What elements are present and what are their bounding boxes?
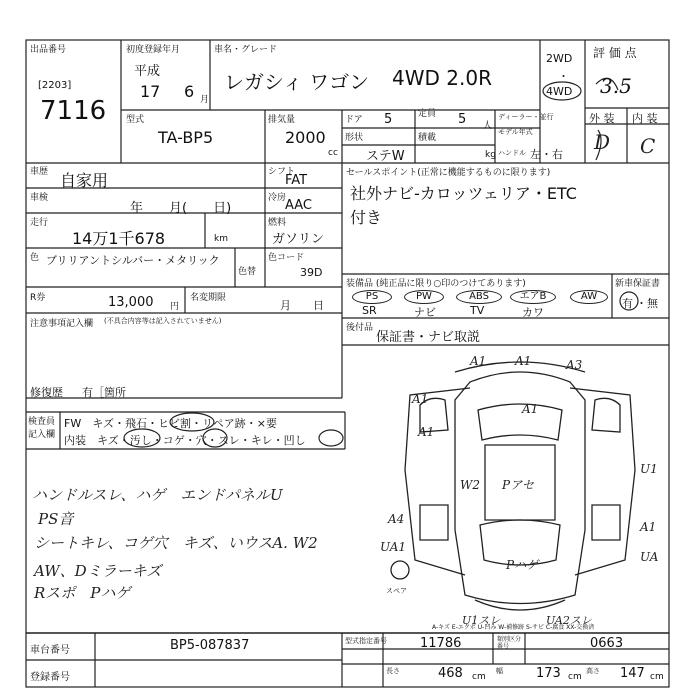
car-grade: 4WD 2.0R: [392, 66, 492, 90]
exterior-check-row: FW キズ・飛石・ヒビ割・リペア跡・×要: [64, 417, 277, 430]
capacity: 5: [458, 112, 467, 127]
mark-hood: A1: [522, 402, 539, 416]
mark-tailgate: Pハゲ: [506, 558, 539, 572]
body-type: ステW: [366, 149, 405, 164]
ac-type: AAC: [285, 198, 312, 213]
width-label: 幅: [496, 667, 503, 675]
mark-right-door: U1: [640, 462, 658, 476]
load-unit: kg: [485, 150, 496, 160]
equip-airbag: エアB: [510, 290, 556, 304]
shift-label: シフト: [268, 167, 296, 177]
interior-label: 内 装: [632, 112, 658, 125]
lot-prefix: [2203]: [38, 80, 72, 91]
mark-roof: Pアセ: [502, 478, 534, 492]
displacement: 2000: [285, 128, 326, 147]
dealer-label: ディーラー・並行: [498, 113, 554, 121]
fuel-type: ガソリン: [272, 232, 325, 247]
mark-right-rear: A1: [640, 520, 657, 534]
registration-label: 登録番号: [30, 672, 70, 683]
equip-leather: カワ: [522, 306, 544, 319]
mileage-label: 走行: [30, 218, 49, 228]
inspection-date: 年 月( 日): [130, 201, 232, 216]
mark-left-door: A1: [418, 425, 435, 439]
drive-separator: ・: [558, 70, 569, 83]
length-unit: cm: [472, 672, 486, 682]
capacity-label: 定員: [418, 109, 437, 119]
height-unit: cm: [650, 672, 664, 682]
repair-history: 有［箇所: [82, 386, 126, 399]
interior-check-row: 内装 キズ・汚し・コゲ・穴・スレ・キレ・凹し: [64, 434, 306, 447]
recycle-label: R券: [30, 293, 46, 303]
use-type: 自家用: [60, 171, 109, 190]
color-no-label: 色替: [238, 267, 257, 277]
length-value: 468: [438, 666, 463, 681]
doors: 5: [384, 112, 393, 127]
note-sub: (不具合内容等は記入されていません): [104, 317, 222, 325]
name-change-date: 月 日: [280, 299, 324, 312]
month-unit: 月: [200, 95, 210, 105]
mark-rear-bumper-left: U1スレ: [462, 614, 501, 627]
repair-label: 修復歴: [30, 386, 63, 399]
new-car-warranty-label: 新車保証書: [615, 279, 661, 289]
exterior-grade: D: [594, 130, 611, 154]
model-year-label: モデル年式: [498, 128, 533, 136]
cert-number: 11786: [420, 636, 462, 651]
class-number: 0663: [590, 636, 624, 651]
note-label: 注意事項記入欄: [30, 319, 94, 329]
warranty-no: ・無: [636, 297, 658, 310]
equip-aw: AW: [570, 290, 608, 304]
model-code: TA-BP5: [158, 128, 214, 147]
inspection-label: 車検: [30, 193, 49, 203]
mileage-unit: km: [214, 234, 228, 244]
aftermarket-label: 後付品: [346, 323, 374, 333]
rating-label: 評 価 点: [593, 46, 637, 60]
aftermarket-items: 保証書・ナビ取説: [376, 330, 481, 345]
color-label: 色: [30, 253, 40, 263]
name-grade-label: 車名・グレード: [214, 45, 278, 55]
handle-side: 左・右: [530, 148, 563, 161]
mark-left-quarter: UA1: [380, 540, 407, 554]
height-value: 147: [620, 666, 645, 681]
sales-point-line1: 社外ナビ-カロッツェリア・ETC: [350, 184, 577, 203]
displacement-unit: cc: [328, 148, 338, 158]
sales-point-label: セールスポイント(正常に機能するものに限ります): [346, 168, 551, 178]
cert-label: 型式指定番号: [345, 637, 387, 645]
door-label: ドア: [345, 115, 363, 125]
color-code: 39D: [300, 266, 323, 279]
chassis-label: 車台番号: [30, 645, 70, 656]
width-value: 173: [536, 666, 561, 681]
recycle-fee: 13,000: [108, 295, 154, 310]
handle-label: ハンドル: [498, 149, 526, 157]
ac-label: 冷房: [268, 193, 287, 203]
body-label: 形状: [345, 133, 364, 143]
handwritten-note-4: AW、Dミラーキズ: [34, 562, 162, 580]
mark-front-right: A3: [566, 358, 583, 372]
interior-grade: C: [640, 134, 656, 158]
drive-4wd-selected: 4WD: [546, 85, 573, 98]
shift-type: FAT: [285, 173, 308, 188]
use-label: 車歴: [30, 167, 49, 177]
exterior-label: 外 装: [589, 112, 615, 125]
fuel-label: 燃料: [268, 218, 287, 228]
car-name: レガシィ ワゴン: [224, 70, 370, 94]
registration-year: 17: [140, 82, 161, 101]
mark-front-center: A1: [515, 354, 532, 368]
mark-right-quarter: UA: [640, 550, 659, 564]
capacity-unit: 人: [483, 121, 493, 131]
color-code-label: 色コード: [268, 253, 305, 263]
displacement-label: 排気量: [268, 115, 296, 125]
handwritten-note-3: シートキレ、コゲ穴 キズ、いウスA. W2: [34, 534, 318, 552]
mileage-value: 14万1千678: [72, 229, 166, 248]
equip-navi: ナビ: [414, 306, 436, 319]
equip-pw: PW: [404, 290, 444, 304]
handwritten-note-2: PS音: [38, 510, 74, 528]
chassis-number: BP5-087837: [170, 638, 250, 653]
rating-value: 3.5: [600, 74, 632, 98]
load-label: 積載: [418, 133, 437, 143]
mark-left-pillar: W2: [460, 478, 480, 492]
name-change-label: 名変期限: [190, 293, 227, 303]
equip-sr: SR: [362, 304, 377, 317]
era: 平成: [134, 64, 161, 79]
registration-month: 6: [184, 82, 195, 101]
handwritten-note-1: ハンドルスレ、ハゲ エンドパネルU: [32, 486, 283, 504]
damage-legend: A-キズ E-エクボ U-凹み W-補修跡 S-サビ C-腐食 XX-交換済: [432, 624, 595, 631]
equipment-label: 装備品 (純正品に限り○印のつけてあります): [346, 279, 526, 289]
lot-number: 7116: [40, 96, 107, 126]
first-registration-label: 初度登録年月: [126, 45, 181, 55]
equip-tv: TV: [470, 304, 485, 317]
width-unit: cm: [568, 672, 582, 682]
mark-left-fender: A1: [412, 392, 429, 406]
length-label: 長さ: [386, 667, 400, 675]
equip-abs: ABS: [456, 290, 502, 304]
inspector-label: 検査員記入欄: [28, 417, 56, 440]
lot-label: 出品番号: [30, 45, 67, 55]
spare-label: スペア: [386, 587, 407, 595]
warranty-yes: 有: [622, 297, 633, 310]
drive-2wd: 2WD: [546, 52, 573, 65]
recycle-unit: 円: [170, 302, 180, 312]
color-name: ブリリアントシルバー・メタリック: [46, 254, 220, 267]
handwritten-note-5: Rスポ Pハゲ: [34, 584, 131, 602]
mark-rear-bumper-right: UA2スレ: [546, 614, 592, 627]
equip-ps: PS: [352, 290, 392, 304]
height-label: 高さ: [586, 667, 600, 675]
mark-left-rear-door: A4: [388, 512, 405, 526]
sales-point-line2: 付き: [350, 208, 383, 227]
mark-front-left: A1: [470, 354, 487, 368]
class-label: 類別区分番号: [497, 636, 522, 650]
model-label: 型式: [126, 115, 145, 125]
